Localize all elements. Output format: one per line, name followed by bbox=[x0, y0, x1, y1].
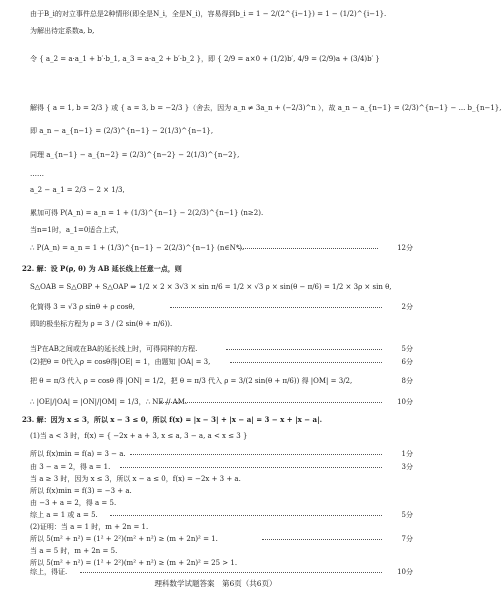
text-line: 综上，得证. bbox=[30, 568, 68, 576]
score-label: 5分 bbox=[401, 345, 413, 353]
text-line: 所以 5(m² + n²) = (1² + 2²)(m² + n²) ≥ (m + 2n)² = 1. bbox=[30, 535, 218, 543]
score-label: 3分 bbox=[401, 463, 413, 471]
text-line: 综上 a = 1 或 a = 5. bbox=[30, 511, 98, 519]
text-line: 22. 解：设 P(ρ, θ) 为 AB 延长线上任意一点，则 bbox=[22, 264, 182, 273]
text-line: 由于B_i的对立事件总是2种情形(即全是N_i，全是N_i)，容易得到b_i = 1 − 2/(2^{i−1}) = 1 − (1/2)^{i−1}. bbox=[30, 10, 387, 18]
text-line: 当P在AB之间或在BA的延长线上时，可得同样的方程. bbox=[30, 345, 198, 353]
text-line: 由 −3 + a = 2，得 a = 5. bbox=[30, 499, 117, 507]
leader-dots bbox=[262, 539, 382, 540]
text-line: 由 3 − a = 2，得 a = 1. bbox=[30, 463, 111, 471]
text-line: 为解出待定系数a, b, bbox=[30, 27, 95, 35]
leader-dots bbox=[120, 467, 382, 468]
text-line: ∴ |OE|/|OA| = |ON|/|OM| = 1/3，∴ NE // AM. bbox=[30, 398, 188, 406]
score-label: 5分 bbox=[401, 511, 413, 519]
score-label: 6分 bbox=[401, 358, 413, 366]
leader-dots bbox=[238, 248, 378, 249]
leader-dots bbox=[160, 402, 382, 403]
leader-dots bbox=[230, 362, 382, 363]
text-line: 所以 5(m² + n²) = (1² + 2²)(m² + n²) ≥ (m + 2n)² = 25 > 1. bbox=[30, 559, 238, 567]
text-line: 累加可得 P(A_n) = a_n = 1 + (1/3)^{n−1} − 2(2/3)^{n−1} (n≥2). bbox=[30, 209, 264, 217]
text-line: 当n=1时，a_1=0适合上式， bbox=[30, 226, 124, 234]
score-label: 8分 bbox=[401, 377, 413, 385]
text-line: 同理 a_{n−1} − a_{n−2} = (2/3)^{n−2} − 2(1/3)^{n−2}, bbox=[30, 151, 240, 159]
leader-dots bbox=[170, 307, 382, 308]
leader-dots bbox=[80, 572, 382, 573]
score-label: 1分 bbox=[401, 450, 413, 458]
text-line: 当 a = 5 时，m + 2n = 5. bbox=[30, 547, 118, 555]
text-line: 即 a_n − a_{n−1} = (2/3)^{n−1} − 2(1/3)^{n−1}, bbox=[30, 127, 214, 135]
page-footer: 理科数学试题答案 第6页（共6页） bbox=[154, 579, 277, 588]
leader-dots bbox=[130, 454, 382, 455]
text-line: ∴ P(A_n) = a_n = 1 + (1/3)^{n−1} − 2(2/3)^{n−1} (n∈N*). bbox=[30, 244, 245, 252]
text-line: 即l的极坐标方程为 ρ = 3 / (2 sin(θ + π/6)). bbox=[30, 320, 173, 328]
score-label: 12分 bbox=[397, 244, 413, 252]
leader-dots bbox=[226, 349, 382, 350]
text-line: 解得 { a = 1, b = 2/3 } 或 { a = 3, b = −2/3 }（舍去，因为 a_n ≠ 3a_n + (−2/3)^n ），故 a_n − a_{n−1} = (2/3)^{n−1} − ... b_{n−1}, bbox=[30, 104, 501, 112]
text-line: …… bbox=[30, 170, 44, 178]
text-line: 所以 f(x)min = f(3) = −3 + a. bbox=[30, 487, 132, 495]
score-label: 10分 bbox=[397, 398, 413, 406]
leader-dots bbox=[110, 515, 382, 516]
text-line: 把 θ = π/3 代入 ρ = cosθ 得 |ON| = 1/2，把 θ = π/3 代入 ρ = 3/(2 sin(θ + π/6)) 得 |OM| = 3/2, bbox=[30, 377, 353, 385]
score-label: 10分 bbox=[397, 568, 413, 576]
text-line: 化简得 3 = √3 ρ sinθ + ρ cosθ, bbox=[30, 303, 135, 311]
score-label: 2分 bbox=[401, 303, 413, 311]
score-label: 7分 bbox=[401, 535, 413, 543]
text-line: 当 a ≥ 3 时，因为 x ≤ 3，所以 x − a ≤ 0，f(x) = −2x + 3 + a. bbox=[30, 475, 241, 483]
text-line: 所以 f(x)min = f(a) = 3 − a. bbox=[30, 450, 126, 458]
text-line: (2)证明：当 a = 1 时，m + 2n = 1. bbox=[30, 523, 149, 531]
text-line: S△OAB = S△OBP + S△OAP ⇒ 1/2 × 2 × 3√3 × sin π/6 = 1/2 × √3 ρ × sin(θ − π/6) = 1/2 × 3ρ × sin θ, bbox=[30, 283, 392, 291]
text-line: (2)把θ = 0代入ρ = cosθ得|OE| = 1，由题知 |OA| = 3, bbox=[30, 358, 211, 366]
text-line: 令 { a_2 = a·a_1 + b′·b_1, a_3 = a·a_2 + b′·b_2 }，即 { 2/9 = a×0 + (1/2)b′, 4/9 = (2/9)a + (3/4)b′ } bbox=[30, 55, 380, 63]
text-line: a_2 − a_1 = 2/3 − 2 × 1/3, bbox=[30, 186, 125, 194]
text-line: 23. 解：因为 x ≤ 3，所以 x − 3 ≤ 0，所以 f(x) = |x − 3| + |x − a| = 3 − x + |x − a|. bbox=[22, 415, 323, 424]
text-line: (1)当 a < 3 时，f(x) = { −2x + a + 3, x ≤ a, 3 − a, a < x ≤ 3 } bbox=[30, 432, 248, 440]
